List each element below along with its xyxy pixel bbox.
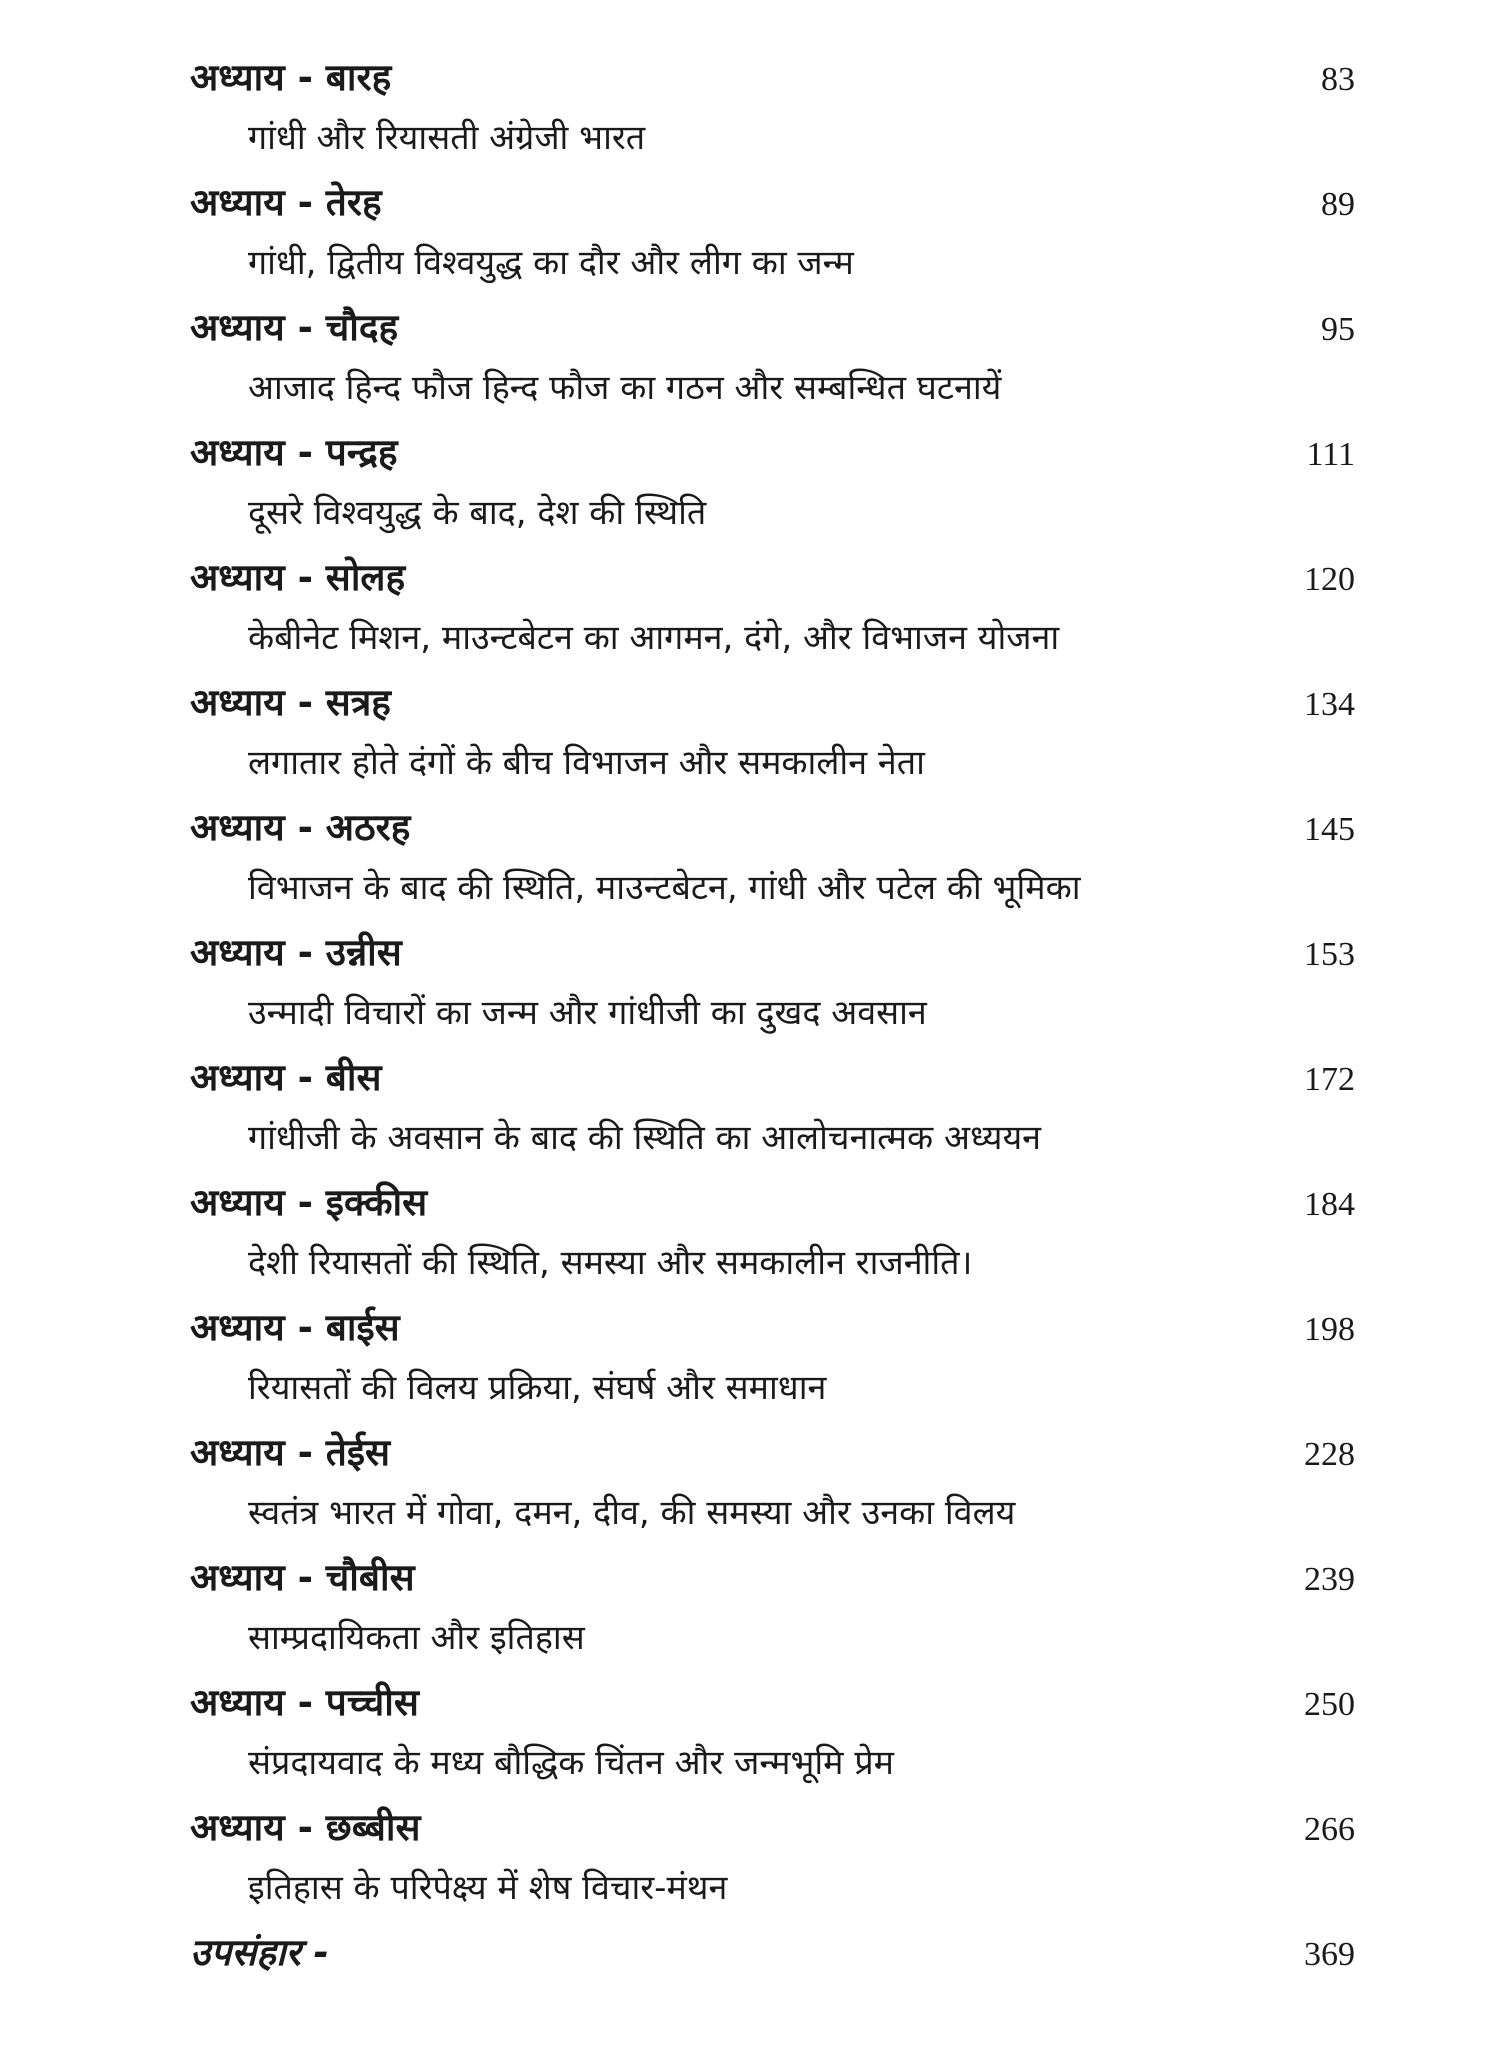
page-number: 111 [1306, 436, 1355, 473]
chapter-heading-line [190, 802, 1355, 865]
toc-entry-18 [190, 802, 1355, 927]
toc-entry-13 [190, 177, 1355, 302]
chapter-title: विभाजन के बाद की स्थिति, माउन्टबेटन, गांधी और पटेल की भूमिका [248, 868, 1081, 908]
chapter-label: अध्याय - सोलह [190, 556, 406, 599]
chapter-heading-line [190, 52, 1355, 115]
chapter-heading-line [190, 1302, 1355, 1365]
chapter-heading-line [190, 927, 1355, 990]
page-number: 266 [1304, 1811, 1355, 1848]
chapter-label: अध्याय - चौबीस [190, 1556, 415, 1599]
chapter-title: देशी रियासतों की स्थिति, समस्या और समकालीन राजनीति। [248, 1243, 973, 1283]
chapter-heading-line [190, 1427, 1355, 1490]
toc-entry-22 [190, 1302, 1355, 1427]
chapter-heading-line [190, 302, 1355, 365]
chapter-title: संप्रदायवाद के मध्य बौद्धिक चिंतन और जन्मभूमि प्रेम [248, 1743, 895, 1783]
toc-entry-14 [190, 302, 1355, 427]
chapter-label: अध्याय - छब्बीस [190, 1806, 421, 1849]
chapter-label: अध्याय - इक्कीस [190, 1181, 428, 1224]
page-number: 153 [1304, 936, 1355, 973]
page-number: 198 [1304, 1311, 1355, 1348]
chapter-title: केबीनेट मिशन, माउन्टबेटन का आगमन, दंगे, और विभाजन योजना [248, 618, 1060, 658]
chapter-label: अध्याय - सत्रह [190, 681, 391, 724]
page-number: 369 [1304, 1936, 1355, 1973]
toc-entry-16 [190, 552, 1355, 677]
toc-entry-24 [190, 1552, 1355, 1677]
toc-entry-20 [190, 1052, 1355, 1177]
page-number: 172 [1304, 1061, 1355, 1098]
chapter-title: आजाद हिन्द फौज हिन्द फौज का गठन और सम्बन्धित घटनायें [248, 368, 1002, 408]
toc-entry-12 [190, 52, 1355, 177]
chapter-heading-line [190, 177, 1355, 240]
toc-entry-26 [190, 1802, 1355, 1927]
chapter-label: अध्याय - तेईस [190, 1431, 391, 1474]
chapter-heading-line [190, 1802, 1355, 1865]
chapter-title: गांधी, द्वितीय विश्वयुद्ध का दौर और लीग का जन्म [248, 243, 854, 283]
chapter-title: इतिहास के परिपेक्ष्य में शेष विचार-मंथन [248, 1868, 728, 1908]
toc-entry-epilogue [190, 1927, 1355, 2052]
page-number: 83 [1321, 61, 1355, 98]
toc-entry-25 [190, 1677, 1355, 1802]
toc-entry-19 [190, 927, 1355, 1052]
toc-entry-21 [190, 1177, 1355, 1302]
chapter-title: दूसरे विश्वयुद्ध के बाद, देश की स्थिति [248, 493, 707, 533]
page-number: 184 [1304, 1186, 1355, 1223]
chapter-label: अध्याय - बारह [190, 56, 392, 99]
chapter-title: लगातार होते दंगों के बीच विभाजन और समकालीन नेता [248, 743, 925, 783]
table-of-contents [190, 52, 1355, 2052]
page-number: 95 [1321, 311, 1355, 348]
page-number: 228 [1304, 1436, 1355, 1473]
chapter-heading-line [190, 1677, 1355, 1740]
chapter-title: स्वतंत्र भारत में गोवा, दमन, दीव, की समस्या और उनका विलय [248, 1493, 1016, 1533]
page-number: 145 [1304, 811, 1355, 848]
epilogue-label: उपसंहार - [190, 1931, 329, 1974]
chapter-title: साम्प्रदायिकता और इतिहास [248, 1618, 585, 1658]
chapter-heading-line [190, 677, 1355, 740]
toc-entry-17 [190, 677, 1355, 802]
page-number: 239 [1304, 1561, 1355, 1598]
chapter-label: अध्याय - चौदह [190, 306, 399, 349]
toc-entry-23 [190, 1427, 1355, 1552]
chapter-label: अध्याय - बाईस [190, 1306, 400, 1349]
chapter-label: अध्याय - उन्नीस [190, 931, 402, 974]
chapter-heading-line [190, 552, 1355, 615]
epilogue-line [190, 1927, 1355, 1990]
chapter-title: उन्मादी विचारों का जन्म और गांधीजी का दुखद अवसान [248, 993, 927, 1033]
chapter-heading-line [190, 1177, 1355, 1240]
page-number: 89 [1321, 186, 1355, 223]
chapter-label: अध्याय - अठरह [190, 806, 411, 849]
chapter-heading-line [190, 1052, 1355, 1115]
chapter-label: अध्याय - तेरह [190, 181, 382, 224]
page-number: 250 [1304, 1686, 1355, 1723]
chapter-title: रियासतों की विलय प्रक्रिया, संघर्ष और समाधान [248, 1368, 827, 1408]
page-number: 134 [1304, 686, 1355, 723]
chapter-label: अध्याय - बीस [190, 1056, 382, 1099]
toc-entry-15 [190, 427, 1355, 552]
chapter-heading-line [190, 427, 1355, 490]
chapter-label: अध्याय - पच्चीस [190, 1681, 419, 1724]
chapter-label: अध्याय - पन्द्रह [190, 431, 398, 474]
chapter-title: गांधीजी के अवसान के बाद की स्थिति का आलोचनात्मक अध्ययन [248, 1118, 1042, 1158]
page-number: 120 [1304, 561, 1355, 598]
chapter-title: गांधी और रियासती अंग्रेजी भारत [248, 118, 646, 158]
chapter-heading-line [190, 1552, 1355, 1615]
